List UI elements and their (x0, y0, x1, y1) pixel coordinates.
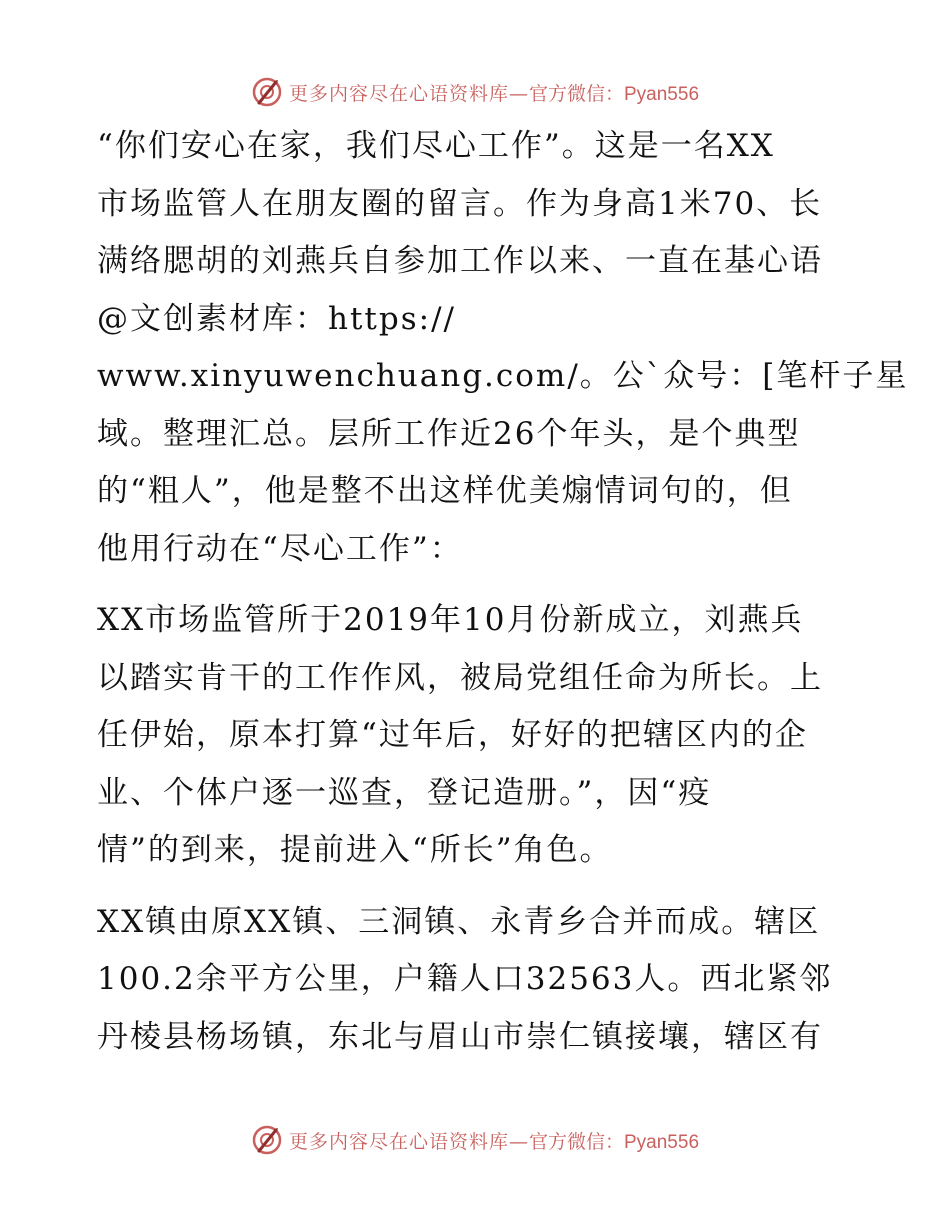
watermark-logo-icon (251, 1124, 283, 1156)
text-line: 任伊始，原本打算“过年后，好好的把辖区内的企 (97, 717, 808, 753)
header-watermark (0, 72, 950, 112)
watermark-text: 更多内容尽在心语资料库—官方微信：Pyan556 (288, 82, 700, 105)
text-line: 满络腮胡的刘燕兵自参加工作以来、一直在基心语 (97, 243, 823, 279)
paragraph-gap (97, 578, 857, 592)
paragraph-gap (97, 880, 857, 894)
text-line: 市场监管人在朋友圈的留言。作为身高1米70、长 (97, 185, 823, 222)
document-body (97, 118, 909, 1066)
text-line: 域。整理汇总。层所工作近26个年头，是个典型 (97, 415, 801, 452)
text-line: 他用行动在“尽心工作”： (97, 530, 463, 567)
watermark-logo-icon (251, 76, 283, 108)
paragraph (97, 118, 909, 578)
paragraph (97, 894, 857, 1067)
text-line: “你们安心在家，我们尽心工作”。这是一名XX (97, 128, 775, 164)
text-line: 的“粗人”，他是整不出这样优美煽情词句的，但 (97, 473, 793, 509)
text-line: 100.2余平方公里，户籍人口32563人。西北紧邻 (97, 961, 833, 997)
text-line: 丹棱县杨场镇，东北与眉山市崇仁镇接壤，辖区有 (97, 1018, 823, 1055)
text-line: 以踏实肯干的工作作风，被局党组任命为所长。上 (97, 659, 823, 696)
text-line: 情”的到来，提前进入“所长”角色。 (97, 832, 613, 868)
text-line: www.xinyuwenchuang.com/。公`众号：[笔杆子星 (97, 358, 909, 394)
paragraph (97, 592, 857, 880)
watermark-text: 更多内容尽在心语资料库—官方微信：Pyan556 (288, 1130, 700, 1153)
footer-watermark (0, 1120, 950, 1160)
text-line: XX镇由原XX镇、三洞镇、永青乡合并而成。辖区 (97, 903, 821, 940)
text-line: 业、个体户逐一巡查，登记造册。”，因“疫 (97, 774, 712, 811)
text-line: @文创素材库：https:// (97, 300, 456, 337)
text-line: XX市场监管所于2019年10月份新成立，刘燕兵 (97, 602, 804, 638)
